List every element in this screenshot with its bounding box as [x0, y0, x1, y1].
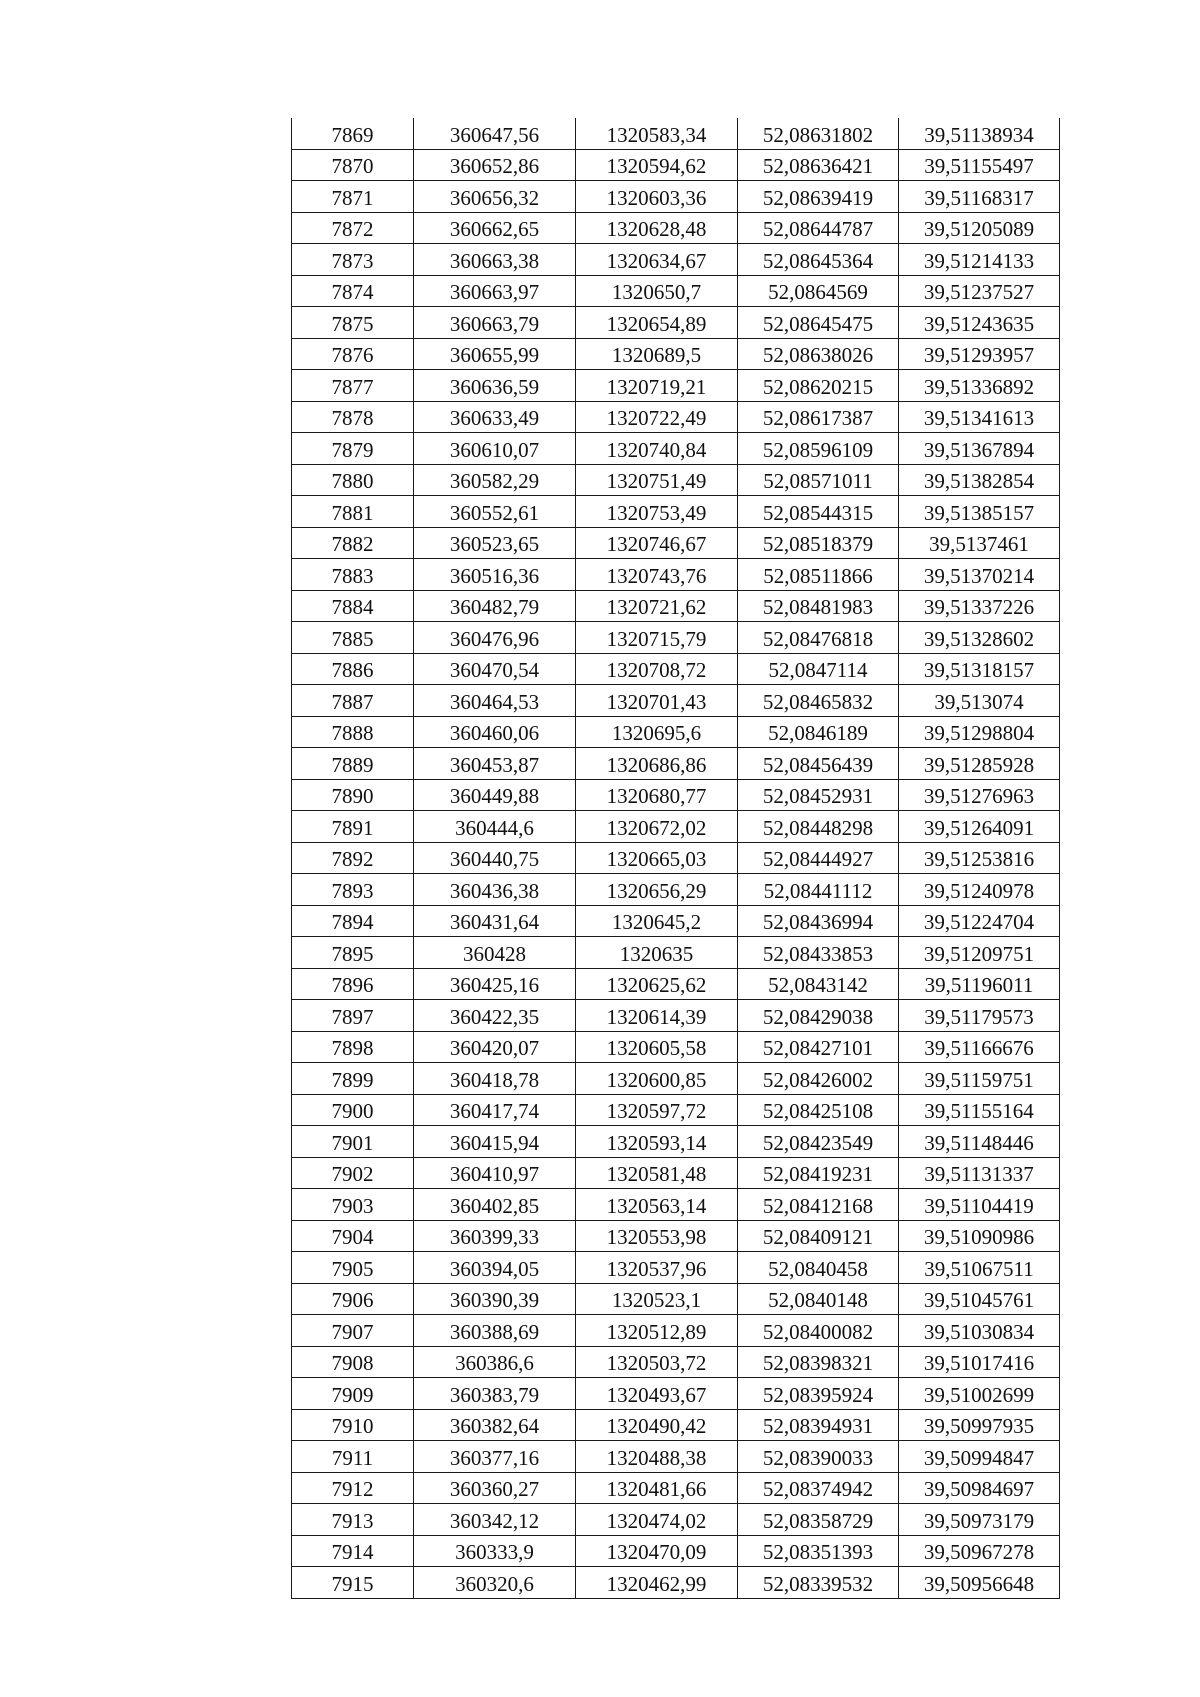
point-number-cell: 7885	[292, 622, 414, 654]
longitude-cell: 39,51243635	[899, 307, 1060, 339]
latitude-cell: 52,08544315	[738, 496, 899, 528]
point-number-cell: 7888	[292, 716, 414, 748]
y-coordinate-cell: 1320537,96	[576, 1252, 738, 1284]
longitude-cell: 39,51196011	[899, 968, 1060, 1000]
table-row	[292, 275, 1060, 307]
point-number-cell: 7884	[292, 590, 414, 622]
latitude-cell: 52,08511866	[738, 559, 899, 591]
longitude-cell: 39,51148446	[899, 1126, 1060, 1158]
x-coordinate-cell: 360410,97	[414, 1157, 576, 1189]
point-number-cell: 7912	[292, 1472, 414, 1504]
point-number-cell: 7897	[292, 1000, 414, 1032]
longitude-cell: 39,51045761	[899, 1283, 1060, 1315]
x-coordinate-cell: 360633,49	[414, 401, 576, 433]
latitude-cell: 52,08596109	[738, 433, 899, 465]
y-coordinate-cell: 1320722,49	[576, 401, 738, 433]
table-row	[292, 1126, 1060, 1158]
longitude-cell: 39,50984697	[899, 1472, 1060, 1504]
y-coordinate-cell: 1320481,66	[576, 1472, 738, 1504]
table-row	[292, 968, 1060, 1000]
x-coordinate-cell: 360394,05	[414, 1252, 576, 1284]
longitude-cell: 39,50994847	[899, 1441, 1060, 1473]
longitude-cell: 39,51293957	[899, 338, 1060, 370]
x-coordinate-cell: 360444,6	[414, 811, 576, 843]
table-row	[292, 811, 1060, 843]
x-coordinate-cell: 360431,64	[414, 905, 576, 937]
table-row	[292, 590, 1060, 622]
coordinates-table	[291, 118, 1060, 1599]
longitude-cell: 39,51318157	[899, 653, 1060, 685]
point-number-cell: 7907	[292, 1315, 414, 1347]
longitude-cell: 39,51382854	[899, 464, 1060, 496]
table-row	[292, 653, 1060, 685]
longitude-cell: 39,51104419	[899, 1189, 1060, 1221]
latitude-cell: 52,08351393	[738, 1535, 899, 1567]
latitude-cell: 52,0840458	[738, 1252, 899, 1284]
longitude-cell: 39,513074	[899, 685, 1060, 717]
x-coordinate-cell: 360388,69	[414, 1315, 576, 1347]
longitude-cell: 39,51385157	[899, 496, 1060, 528]
latitude-cell: 52,08481983	[738, 590, 899, 622]
y-coordinate-cell: 1320686,86	[576, 748, 738, 780]
y-coordinate-cell: 1320753,49	[576, 496, 738, 528]
table-row	[292, 842, 1060, 874]
point-number-cell: 7896	[292, 968, 414, 1000]
y-coordinate-cell: 1320719,21	[576, 370, 738, 402]
point-number-cell: 7878	[292, 401, 414, 433]
table-row	[292, 622, 1060, 654]
latitude-cell: 52,0840148	[738, 1283, 899, 1315]
table-row	[292, 1346, 1060, 1378]
table-row	[292, 685, 1060, 717]
latitude-cell: 52,08339532	[738, 1567, 899, 1599]
point-number-cell: 7872	[292, 212, 414, 244]
y-coordinate-cell: 1320680,77	[576, 779, 738, 811]
latitude-cell: 52,0847114	[738, 653, 899, 685]
y-coordinate-cell: 1320701,43	[576, 685, 738, 717]
latitude-cell: 52,08409121	[738, 1220, 899, 1252]
table-row	[292, 401, 1060, 433]
y-coordinate-cell: 1320583,34	[576, 118, 738, 149]
table-row	[292, 527, 1060, 559]
y-coordinate-cell: 1320625,62	[576, 968, 738, 1000]
longitude-cell: 39,51224704	[899, 905, 1060, 937]
x-coordinate-cell: 360383,79	[414, 1378, 576, 1410]
y-coordinate-cell: 1320746,67	[576, 527, 738, 559]
point-number-cell: 7883	[292, 559, 414, 591]
point-number-cell: 7903	[292, 1189, 414, 1221]
table-row	[292, 464, 1060, 496]
point-number-cell: 7910	[292, 1409, 414, 1441]
point-number-cell: 7889	[292, 748, 414, 780]
latitude-cell: 52,08452931	[738, 779, 899, 811]
point-number-cell: 7887	[292, 685, 414, 717]
y-coordinate-cell: 1320523,1	[576, 1283, 738, 1315]
table-row	[292, 149, 1060, 181]
table-row	[292, 338, 1060, 370]
point-number-cell: 7900	[292, 1094, 414, 1126]
table-row	[292, 1567, 1060, 1599]
y-coordinate-cell: 1320689,5	[576, 338, 738, 370]
table-row	[292, 1378, 1060, 1410]
latitude-cell: 52,08394931	[738, 1409, 899, 1441]
latitude-cell: 52,08620215	[738, 370, 899, 402]
y-coordinate-cell: 1320597,72	[576, 1094, 738, 1126]
x-coordinate-cell: 360386,6	[414, 1346, 576, 1378]
latitude-cell: 52,08400082	[738, 1315, 899, 1347]
table-row	[292, 307, 1060, 339]
longitude-cell: 39,51285928	[899, 748, 1060, 780]
point-number-cell: 7890	[292, 779, 414, 811]
longitude-cell: 39,51209751	[899, 937, 1060, 969]
point-number-cell: 7877	[292, 370, 414, 402]
x-coordinate-cell: 360418,78	[414, 1063, 576, 1095]
y-coordinate-cell: 1320715,79	[576, 622, 738, 654]
latitude-cell: 52,0846189	[738, 716, 899, 748]
longitude-cell: 39,51370214	[899, 559, 1060, 591]
latitude-cell: 52,08412168	[738, 1189, 899, 1221]
x-coordinate-cell: 360342,12	[414, 1504, 576, 1536]
y-coordinate-cell: 1320593,14	[576, 1126, 738, 1158]
latitude-cell: 52,08427101	[738, 1031, 899, 1063]
longitude-cell: 39,51328602	[899, 622, 1060, 654]
point-number-cell: 7869	[292, 118, 414, 149]
longitude-cell: 39,50997935	[899, 1409, 1060, 1441]
y-coordinate-cell: 1320751,49	[576, 464, 738, 496]
table-row	[292, 1409, 1060, 1441]
longitude-cell: 39,51017416	[899, 1346, 1060, 1378]
longitude-cell: 39,51159751	[899, 1063, 1060, 1095]
point-number-cell: 7874	[292, 275, 414, 307]
x-coordinate-cell: 360476,96	[414, 622, 576, 654]
latitude-cell: 52,08448298	[738, 811, 899, 843]
point-number-cell: 7871	[292, 181, 414, 213]
longitude-cell: 39,50967278	[899, 1535, 1060, 1567]
point-number-cell: 7894	[292, 905, 414, 937]
latitude-cell: 52,08358729	[738, 1504, 899, 1536]
x-coordinate-cell: 360360,27	[414, 1472, 576, 1504]
y-coordinate-cell: 1320581,48	[576, 1157, 738, 1189]
x-coordinate-cell: 360663,38	[414, 244, 576, 276]
longitude-cell: 39,51253816	[899, 842, 1060, 874]
longitude-cell: 39,51237527	[899, 275, 1060, 307]
table-row	[292, 1220, 1060, 1252]
x-coordinate-cell: 360655,99	[414, 338, 576, 370]
point-number-cell: 7898	[292, 1031, 414, 1063]
point-number-cell: 7880	[292, 464, 414, 496]
table-row	[292, 874, 1060, 906]
table-row	[292, 1031, 1060, 1063]
y-coordinate-cell: 1320503,72	[576, 1346, 738, 1378]
x-coordinate-cell: 360320,6	[414, 1567, 576, 1599]
y-coordinate-cell: 1320488,38	[576, 1441, 738, 1473]
table-row	[292, 1000, 1060, 1032]
y-coordinate-cell: 1320743,76	[576, 559, 738, 591]
point-number-cell: 7904	[292, 1220, 414, 1252]
latitude-cell: 52,08638026	[738, 338, 899, 370]
x-coordinate-cell: 360390,39	[414, 1283, 576, 1315]
latitude-cell: 52,0864569	[738, 275, 899, 307]
x-coordinate-cell: 360470,54	[414, 653, 576, 685]
point-number-cell: 7893	[292, 874, 414, 906]
coordinates-table-body	[292, 118, 1060, 1598]
longitude-cell: 39,51276963	[899, 779, 1060, 811]
y-coordinate-cell: 1320635	[576, 937, 738, 969]
point-number-cell: 7905	[292, 1252, 414, 1284]
y-coordinate-cell: 1320740,84	[576, 433, 738, 465]
table-row	[292, 1535, 1060, 1567]
y-coordinate-cell: 1320672,02	[576, 811, 738, 843]
y-coordinate-cell: 1320462,99	[576, 1567, 738, 1599]
table-row	[292, 1315, 1060, 1347]
y-coordinate-cell: 1320493,67	[576, 1378, 738, 1410]
x-coordinate-cell: 360482,79	[414, 590, 576, 622]
table-row	[292, 748, 1060, 780]
latitude-cell: 52,0843142	[738, 968, 899, 1000]
table-row	[292, 559, 1060, 591]
x-coordinate-cell: 360420,07	[414, 1031, 576, 1063]
latitude-cell: 52,08644787	[738, 212, 899, 244]
point-number-cell: 7886	[292, 653, 414, 685]
longitude-cell: 39,51155497	[899, 149, 1060, 181]
latitude-cell: 52,08631802	[738, 118, 899, 149]
latitude-cell: 52,08617387	[738, 401, 899, 433]
table-row	[292, 1283, 1060, 1315]
y-coordinate-cell: 1320563,14	[576, 1189, 738, 1221]
y-coordinate-cell: 1320603,36	[576, 181, 738, 213]
table-row	[292, 433, 1060, 465]
longitude-cell: 39,51166676	[899, 1031, 1060, 1063]
point-number-cell: 7911	[292, 1441, 414, 1473]
x-coordinate-cell: 360377,16	[414, 1441, 576, 1473]
point-number-cell: 7892	[292, 842, 414, 874]
table-row	[292, 1441, 1060, 1473]
point-number-cell: 7870	[292, 149, 414, 181]
x-coordinate-cell: 360464,53	[414, 685, 576, 717]
x-coordinate-cell: 360523,65	[414, 527, 576, 559]
x-coordinate-cell: 360610,07	[414, 433, 576, 465]
table-row	[292, 370, 1060, 402]
latitude-cell: 52,08398321	[738, 1346, 899, 1378]
point-number-cell: 7899	[292, 1063, 414, 1095]
x-coordinate-cell: 360417,74	[414, 1094, 576, 1126]
latitude-cell: 52,08425108	[738, 1094, 899, 1126]
x-coordinate-cell: 360663,79	[414, 307, 576, 339]
point-number-cell: 7909	[292, 1378, 414, 1410]
x-coordinate-cell: 360636,59	[414, 370, 576, 402]
y-coordinate-cell: 1320721,62	[576, 590, 738, 622]
longitude-cell: 39,51240978	[899, 874, 1060, 906]
latitude-cell: 52,08645364	[738, 244, 899, 276]
x-coordinate-cell: 360449,88	[414, 779, 576, 811]
y-coordinate-cell: 1320614,39	[576, 1000, 738, 1032]
latitude-cell: 52,08390033	[738, 1441, 899, 1473]
longitude-cell: 39,5137461	[899, 527, 1060, 559]
x-coordinate-cell: 360440,75	[414, 842, 576, 874]
point-number-cell: 7906	[292, 1283, 414, 1315]
latitude-cell: 52,08436994	[738, 905, 899, 937]
x-coordinate-cell: 360647,56	[414, 118, 576, 149]
y-coordinate-cell: 1320470,09	[576, 1535, 738, 1567]
latitude-cell: 52,08419231	[738, 1157, 899, 1189]
table-row	[292, 1094, 1060, 1126]
table-row	[292, 1504, 1060, 1536]
table-row	[292, 716, 1060, 748]
latitude-cell: 52,08444927	[738, 842, 899, 874]
latitude-cell: 52,08639419	[738, 181, 899, 213]
x-coordinate-cell: 360399,33	[414, 1220, 576, 1252]
latitude-cell: 52,08395924	[738, 1378, 899, 1410]
point-number-cell: 7881	[292, 496, 414, 528]
latitude-cell: 52,08433853	[738, 937, 899, 969]
longitude-cell: 39,51367894	[899, 433, 1060, 465]
point-number-cell: 7895	[292, 937, 414, 969]
point-number-cell: 7882	[292, 527, 414, 559]
longitude-cell: 39,51090986	[899, 1220, 1060, 1252]
y-coordinate-cell: 1320650,7	[576, 275, 738, 307]
longitude-cell: 39,51179573	[899, 1000, 1060, 1032]
point-number-cell: 7913	[292, 1504, 414, 1536]
y-coordinate-cell: 1320665,03	[576, 842, 738, 874]
latitude-cell: 52,08423549	[738, 1126, 899, 1158]
table-row	[292, 244, 1060, 276]
x-coordinate-cell: 360415,94	[414, 1126, 576, 1158]
x-coordinate-cell: 360422,35	[414, 1000, 576, 1032]
longitude-cell: 39,51341613	[899, 401, 1060, 433]
y-coordinate-cell: 1320654,89	[576, 307, 738, 339]
longitude-cell: 39,51067511	[899, 1252, 1060, 1284]
x-coordinate-cell: 360428	[414, 937, 576, 969]
point-number-cell: 7915	[292, 1567, 414, 1599]
x-coordinate-cell: 360652,86	[414, 149, 576, 181]
table-row	[292, 181, 1060, 213]
table-row	[292, 1157, 1060, 1189]
y-coordinate-cell: 1320634,67	[576, 244, 738, 276]
latitude-cell: 52,08476818	[738, 622, 899, 654]
x-coordinate-cell: 360453,87	[414, 748, 576, 780]
point-number-cell: 7879	[292, 433, 414, 465]
table-row	[292, 1472, 1060, 1504]
x-coordinate-cell: 360382,64	[414, 1409, 576, 1441]
longitude-cell: 39,51336892	[899, 370, 1060, 402]
longitude-cell: 39,51030834	[899, 1315, 1060, 1347]
y-coordinate-cell: 1320695,6	[576, 716, 738, 748]
point-number-cell: 7914	[292, 1535, 414, 1567]
table-row	[292, 905, 1060, 937]
y-coordinate-cell: 1320553,98	[576, 1220, 738, 1252]
table-row	[292, 1252, 1060, 1284]
latitude-cell: 52,08429038	[738, 1000, 899, 1032]
point-number-cell: 7873	[292, 244, 414, 276]
point-number-cell: 7901	[292, 1126, 414, 1158]
longitude-cell: 39,51337226	[899, 590, 1060, 622]
longitude-cell: 39,51264091	[899, 811, 1060, 843]
latitude-cell: 52,08645475	[738, 307, 899, 339]
y-coordinate-cell: 1320605,58	[576, 1031, 738, 1063]
x-coordinate-cell: 360656,32	[414, 181, 576, 213]
x-coordinate-cell: 360333,9	[414, 1535, 576, 1567]
longitude-cell: 39,51155164	[899, 1094, 1060, 1126]
point-number-cell: 7902	[292, 1157, 414, 1189]
y-coordinate-cell: 1320645,2	[576, 905, 738, 937]
table-row	[292, 937, 1060, 969]
x-coordinate-cell: 360663,97	[414, 275, 576, 307]
longitude-cell: 39,51205089	[899, 212, 1060, 244]
longitude-cell: 39,51214133	[899, 244, 1060, 276]
y-coordinate-cell: 1320594,62	[576, 149, 738, 181]
longitude-cell: 39,51168317	[899, 181, 1060, 213]
latitude-cell: 52,08441112	[738, 874, 899, 906]
x-coordinate-cell: 360436,38	[414, 874, 576, 906]
x-coordinate-cell: 360662,65	[414, 212, 576, 244]
table-row	[292, 779, 1060, 811]
y-coordinate-cell: 1320474,02	[576, 1504, 738, 1536]
y-coordinate-cell: 1320708,72	[576, 653, 738, 685]
latitude-cell: 52,08465832	[738, 685, 899, 717]
table-row	[292, 1063, 1060, 1095]
latitude-cell: 52,08636421	[738, 149, 899, 181]
longitude-cell: 39,50973179	[899, 1504, 1060, 1536]
longitude-cell: 39,51002699	[899, 1378, 1060, 1410]
x-coordinate-cell: 360402,85	[414, 1189, 576, 1221]
x-coordinate-cell: 360460,06	[414, 716, 576, 748]
longitude-cell: 39,50956648	[899, 1567, 1060, 1599]
y-coordinate-cell: 1320600,85	[576, 1063, 738, 1095]
latitude-cell: 52,08518379	[738, 527, 899, 559]
x-coordinate-cell: 360516,36	[414, 559, 576, 591]
table-row	[292, 118, 1060, 149]
y-coordinate-cell: 1320656,29	[576, 874, 738, 906]
table-row	[292, 496, 1060, 528]
table-row	[292, 1189, 1060, 1221]
x-coordinate-cell: 360582,29	[414, 464, 576, 496]
latitude-cell: 52,08571011	[738, 464, 899, 496]
point-number-cell: 7875	[292, 307, 414, 339]
latitude-cell: 52,08374942	[738, 1472, 899, 1504]
latitude-cell: 52,08456439	[738, 748, 899, 780]
point-number-cell: 7876	[292, 338, 414, 370]
point-number-cell: 7891	[292, 811, 414, 843]
y-coordinate-cell: 1320490,42	[576, 1409, 738, 1441]
longitude-cell: 39,51131337	[899, 1157, 1060, 1189]
longitude-cell: 39,51298804	[899, 716, 1060, 748]
longitude-cell: 39,51138934	[899, 118, 1060, 149]
table-row	[292, 212, 1060, 244]
y-coordinate-cell: 1320628,48	[576, 212, 738, 244]
x-coordinate-cell: 360552,61	[414, 496, 576, 528]
point-number-cell: 7908	[292, 1346, 414, 1378]
y-coordinate-cell: 1320512,89	[576, 1315, 738, 1347]
x-coordinate-cell: 360425,16	[414, 968, 576, 1000]
latitude-cell: 52,08426002	[738, 1063, 899, 1095]
